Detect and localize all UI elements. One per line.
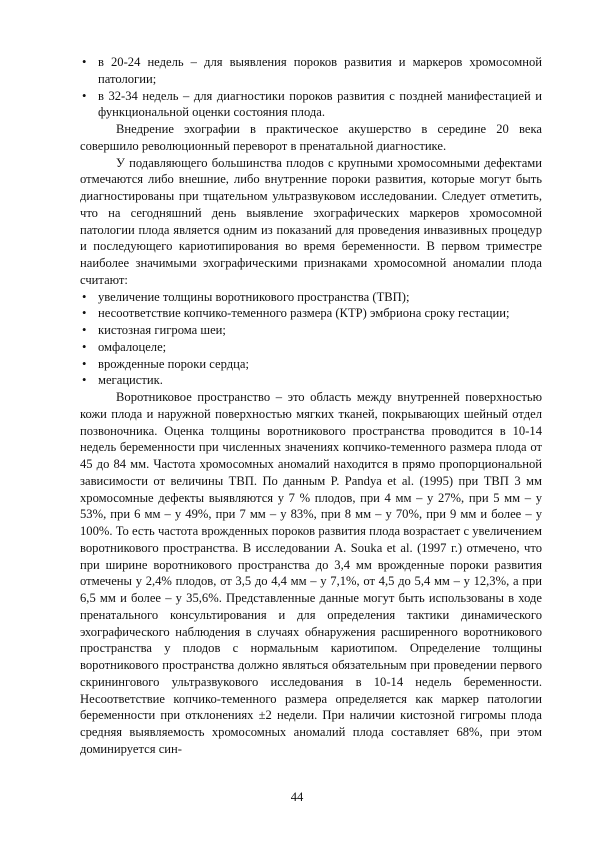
list-item-text: в 32-34 недель – для диагностики пороков развития с поздней манифестацией и функциональной оценки состояния плода. <box>98 88 542 120</box>
bullet-icon: • <box>82 323 87 337</box>
list-item <box>80 88 542 122</box>
list-item-text: мегацистик. <box>98 373 163 388</box>
bullet-icon: • <box>82 289 87 304</box>
bullet-list-scan-periods <box>80 54 542 121</box>
page-number: 44 <box>290 790 304 804</box>
list-item-text: омфалоцеле; <box>98 339 167 354</box>
bullet-icon: • <box>82 55 87 69</box>
list-item-text: в 20-24 недель – для выявления пороков развития и маркеров хромосомной патологии; <box>98 55 542 86</box>
bullet-icon: • <box>82 88 87 103</box>
list-item-text: несоответствие копчико-теменного размера (КТР) эмбриона сроку гестации; <box>98 306 510 321</box>
list-item <box>80 372 542 389</box>
bullet-icon: • <box>82 339 87 354</box>
list-item <box>80 305 542 322</box>
bullet-icon: • <box>82 373 87 388</box>
list-item <box>80 322 542 339</box>
list-item <box>80 289 542 306</box>
bullet-list-echographic-signs <box>80 289 542 390</box>
list-item-text: кистозная гигрома шеи; <box>98 323 226 337</box>
list-item <box>80 356 542 373</box>
list-item <box>80 339 542 356</box>
list-item-text: увеличение толщины воротникового пространства (ТВП); <box>98 289 410 304</box>
list-item <box>80 54 542 88</box>
bullet-icon: • <box>82 356 87 371</box>
bullet-icon: • <box>82 306 87 321</box>
page-body <box>80 54 542 758</box>
paragraph-echography-intro: Внедрение эхографии в практическое акушерство в середине 20 века совершило революционный переворот в пренатальной диагностике. <box>80 122 542 153</box>
list-item-text: врожденные пороки сердца; <box>98 356 249 371</box>
paragraph-nuchal-translucency: Воротниковое пространство – это область между внутренней поверхностью кожи плода и наружной поверхностью мягких тканей, покрывающих шейный отдел позвоночника. Оценка толщины воротникового пространства проводится в 10-14 недель беременности при численных значениях копчико-теменного размера плода от 45 до 84 мм. Частота хромосомных аномалий находится в прямо пропорциональной зависимости от величины ТВП. По данным P. Pandya et al. (1995) при ТВП 3 мм хромосомные дефекты выявляются у 7 % плодов, при 4 мм – у 27%, при 5 мм – у 53%, при 6 мм – у 49%, при 7 мм – у 83%, при 8 мм – у 70%, при 9 мм и более – у 100%. То есть частота врожденных пороков развития плода возрастает с увеличением воротникового пространства. В исследовании A. Souka et al. (1997 г.) отмечено, что при ширине воротникового пространства до 3,4 мм врожденные пороки развития отмечены у 2,4% плодов, от 3,5 до 4,4 мм – у 7,1%, от 4,5 до 5,4 мм – у 12,3%, а при 6,5 мм и более – у 35,6%. Представленные данные могут быть использованы в ходе пренатального консультирования и для определения тактики динамического эхографического наблюдения в случаях обнаружения расширенного воротникового пространства у плодов с нормальным кариотипом. Определение толщины воротникового пространства должно являться обязательным при проведении первого скринингового ультразвукового исследования в 10-14 недель беременности. Несоответствие копчико-теменного размера определяется как маркер патологии беременности при отклонениях ±2 недели. При наличии кистозной гигромы плода средняя выявляемость хромосомных аномалий плода составляет 68%, при этом доминируется син- <box>80 390 542 756</box>
paragraph-chromosomal-defects: У подавляющего большинства плодов с крупными хромосомными дефектами отмечаются либо внешние, либо внутренние пороки развития, которые могут быть диагностированы при тщательном ультразвуковом исследовании. Следует отметить, что на сегодняшний день выявление эхографических маркеров хромосомной патологии плода является одним из показаний для проведения инвазивных процедур и последующего кариотипирования во время беременности. В первом триместре наиболее значимыми эхографическими признаками хромосомной аномалии плода считают: <box>80 155 542 287</box>
